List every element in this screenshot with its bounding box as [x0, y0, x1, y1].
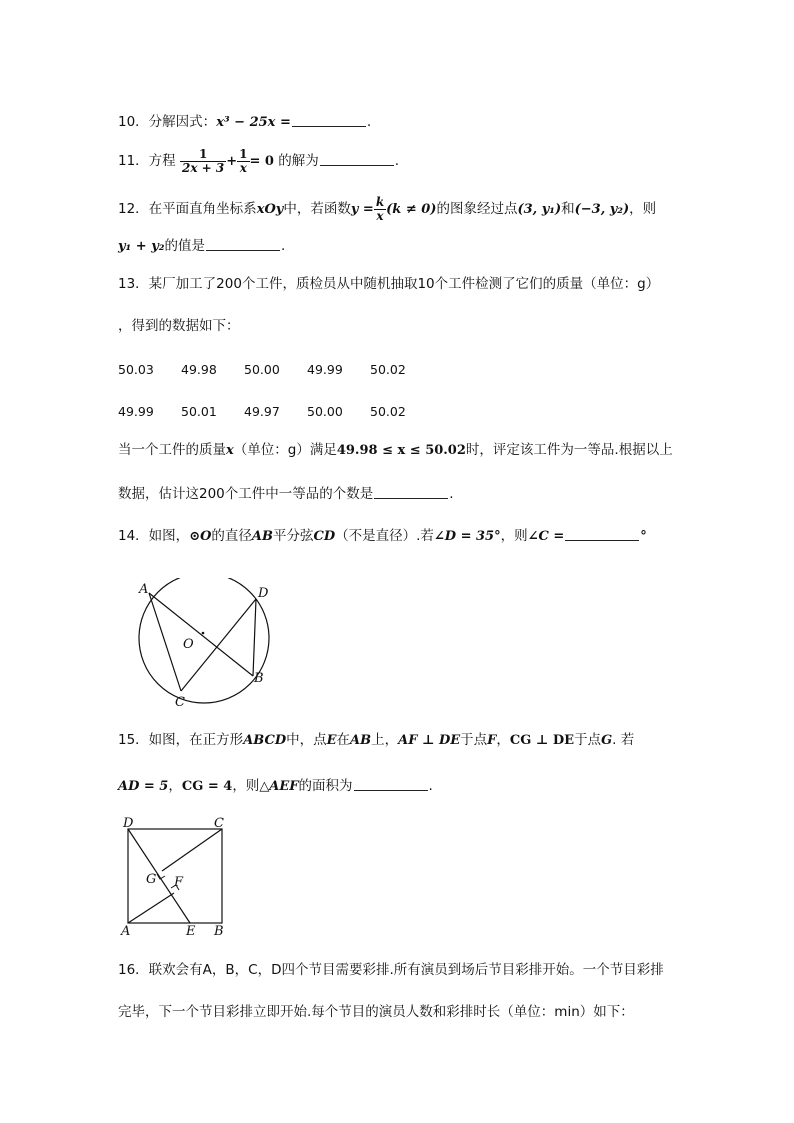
q14-ab: AB: [251, 529, 273, 544]
data-cell: 50.01: [181, 404, 217, 419]
q15-text: 于点: [460, 732, 488, 748]
q12-and: 和: [561, 201, 575, 218]
label-a: A: [139, 582, 149, 597]
q12-text-d: 的值是: [164, 238, 205, 254]
data-cell: 49.98: [181, 362, 217, 377]
data-row-1: [118, 362, 433, 377]
q15-comma: ，: [168, 778, 182, 794]
q12-sum: y₁ + y₂: [118, 239, 165, 254]
answer-blank[interactable]: [320, 153, 394, 166]
question-13-line-4: [118, 486, 454, 502]
data-cell: 50.00: [307, 404, 343, 419]
q15-end: .: [428, 778, 433, 794]
q12-end: .: [280, 238, 286, 254]
q11-eq: = 0: [249, 154, 274, 170]
circle-o: [139, 578, 269, 703]
q14-text: ，则: [500, 528, 528, 544]
answer-blank[interactable]: [374, 486, 448, 499]
q14-label: 14．如图，: [118, 528, 190, 544]
q15-g: G: [601, 733, 613, 748]
label-b: B: [214, 924, 224, 936]
data-cell: 50.02: [370, 404, 406, 419]
q14-text: 平分弦: [272, 528, 314, 544]
q13-text-c: 时，评定该工件为一等品.根据以上: [465, 442, 673, 458]
q14-angle-d: ∠D = 35°: [433, 529, 501, 544]
q12-fnum: k: [375, 195, 385, 209]
answer-blank[interactable]: [292, 114, 366, 127]
center-dot: [202, 632, 205, 635]
question-15-line-2: [118, 778, 433, 794]
q15-af: AF ⊥ DE: [398, 733, 461, 748]
data-cell: 49.99: [118, 404, 154, 419]
q11-num1: 1: [198, 147, 208, 161]
q11-num2: 1: [239, 147, 248, 161]
segment-cg: [162, 829, 222, 871]
diameter-ab: [149, 593, 253, 676]
question-11: [118, 148, 399, 174]
q12-cond: (k ≠ 0): [386, 202, 437, 218]
q15-text: 的面积为: [298, 778, 353, 794]
label-o: O: [183, 637, 194, 652]
q11-den1: 2x + 3: [181, 160, 225, 175]
q12-func: y =: [350, 202, 374, 218]
data-cell: 50.02: [370, 362, 406, 377]
q15-ab: AB: [350, 733, 372, 748]
q13-text-d: 数据，估计这200个工件中一等品的个数是: [118, 486, 374, 502]
figure-circle-diagram: [130, 578, 280, 712]
label-c: C: [214, 816, 224, 831]
q15-text: 中，点: [286, 732, 327, 748]
q12-then: ，则: [629, 201, 657, 218]
q13-var-x: x: [226, 443, 234, 458]
label-b: B: [254, 671, 264, 686]
q14-circle: ⊙O: [189, 529, 212, 544]
label-d: D: [258, 586, 269, 601]
q14-text: （不是直径）.若: [335, 528, 434, 544]
answer-blank[interactable]: [206, 238, 280, 251]
q12-fden: x: [374, 209, 386, 223]
q14-degree: °: [640, 529, 647, 544]
q15-text: ，则: [232, 778, 260, 794]
q15-cg: CG ⊥ DE: [509, 733, 575, 748]
question-10: [118, 114, 371, 130]
q15-square: ABCD: [243, 733, 287, 748]
q10-expression: x³ − 25x =: [216, 115, 291, 130]
q12-point-2: (−3, y₂): [574, 202, 630, 218]
q15-text: 于点: [574, 732, 602, 748]
q15-cg-value: CG = 4: [181, 779, 233, 794]
q14-cd: CD: [313, 529, 336, 544]
label-a: A: [121, 924, 131, 936]
q12-point-1: (3, y₁): [517, 202, 562, 218]
question-15-line-1: [118, 734, 634, 748]
q10-end: .: [366, 114, 372, 130]
question-12-line-2: [118, 238, 285, 254]
label-d: D: [123, 816, 134, 831]
q13-text-a: 当一个工件的质量: [118, 442, 226, 458]
q15-text: . 若: [612, 732, 635, 748]
chord-ac: [149, 593, 181, 691]
q11-label: 11．方程: [118, 153, 176, 170]
q11-plus: +: [226, 154, 238, 170]
data-cell: 50.00: [244, 362, 280, 377]
question-13-line-1: 13．某厂加工了200个工件，质检员从中随机抽取10个工件检测了它们的质量（单位：g）: [118, 276, 660, 292]
q12-coord: xOy: [256, 202, 284, 218]
question-13-line-2: ，得到的数据如下：: [118, 318, 240, 334]
question-13-line-3: [118, 444, 673, 458]
q15-e: E: [326, 733, 337, 748]
q15-label: 15．如图，在正方形: [118, 732, 244, 748]
q14-text: 的直径: [211, 528, 252, 544]
q13-range: 49.98 ≤ x ≤ 50.02: [336, 443, 466, 458]
q12-text-b: 中，若函数: [283, 201, 351, 218]
q15-text: 在: [336, 732, 351, 748]
data-cell: 49.99: [307, 362, 343, 377]
label-f: F: [174, 875, 184, 890]
fraction-2: [237, 148, 249, 174]
label-c: C: [175, 695, 185, 710]
data-row-2: [118, 404, 433, 419]
question-16-line-1: 16．联欢会有A，B，C，D四个节目需要彩排.所有演员到场后节目彩排开始。一个节目彩排: [118, 962, 664, 978]
q15-text: 上，: [371, 732, 399, 748]
q11-den2: x: [237, 161, 249, 175]
data-cell: 49.97: [244, 404, 280, 419]
q11-suffix: 的解为: [278, 153, 319, 170]
q15-triangle: △AEF: [259, 779, 299, 794]
q10-label: 10．分解因式：: [118, 114, 217, 130]
q13-text-b: （单位：g）满足: [233, 442, 337, 458]
q12-text-c: 的图象经过点: [436, 201, 518, 218]
fraction-k-x: [374, 196, 386, 222]
q12-text-a: 12．在平面直角坐标系: [118, 201, 257, 218]
question-14: [118, 528, 647, 544]
chord-db: [253, 599, 256, 676]
label-e: E: [186, 924, 196, 936]
q14-angle-c: ∠C =: [527, 529, 565, 544]
q15-f: F: [487, 733, 497, 748]
q15-comma: ，: [496, 732, 510, 748]
answer-blank[interactable]: [565, 528, 639, 541]
answer-blank[interactable]: [354, 778, 428, 791]
figure-square-diagram: [116, 812, 236, 936]
q15-ad: AD = 5: [118, 779, 169, 794]
fraction-1: [180, 148, 226, 174]
data-cell: 50.03: [118, 362, 154, 377]
label-g: G: [146, 872, 157, 887]
question-12-line-1: [118, 196, 656, 222]
q11-end: .: [394, 153, 400, 170]
q13-end: .: [449, 486, 454, 502]
question-16-line-2: 完毕，下一个节目彩排立即开始.每个节目的演员人数和彩排时长（单位：min）如下：: [118, 1004, 634, 1020]
segment-af: [128, 893, 174, 923]
